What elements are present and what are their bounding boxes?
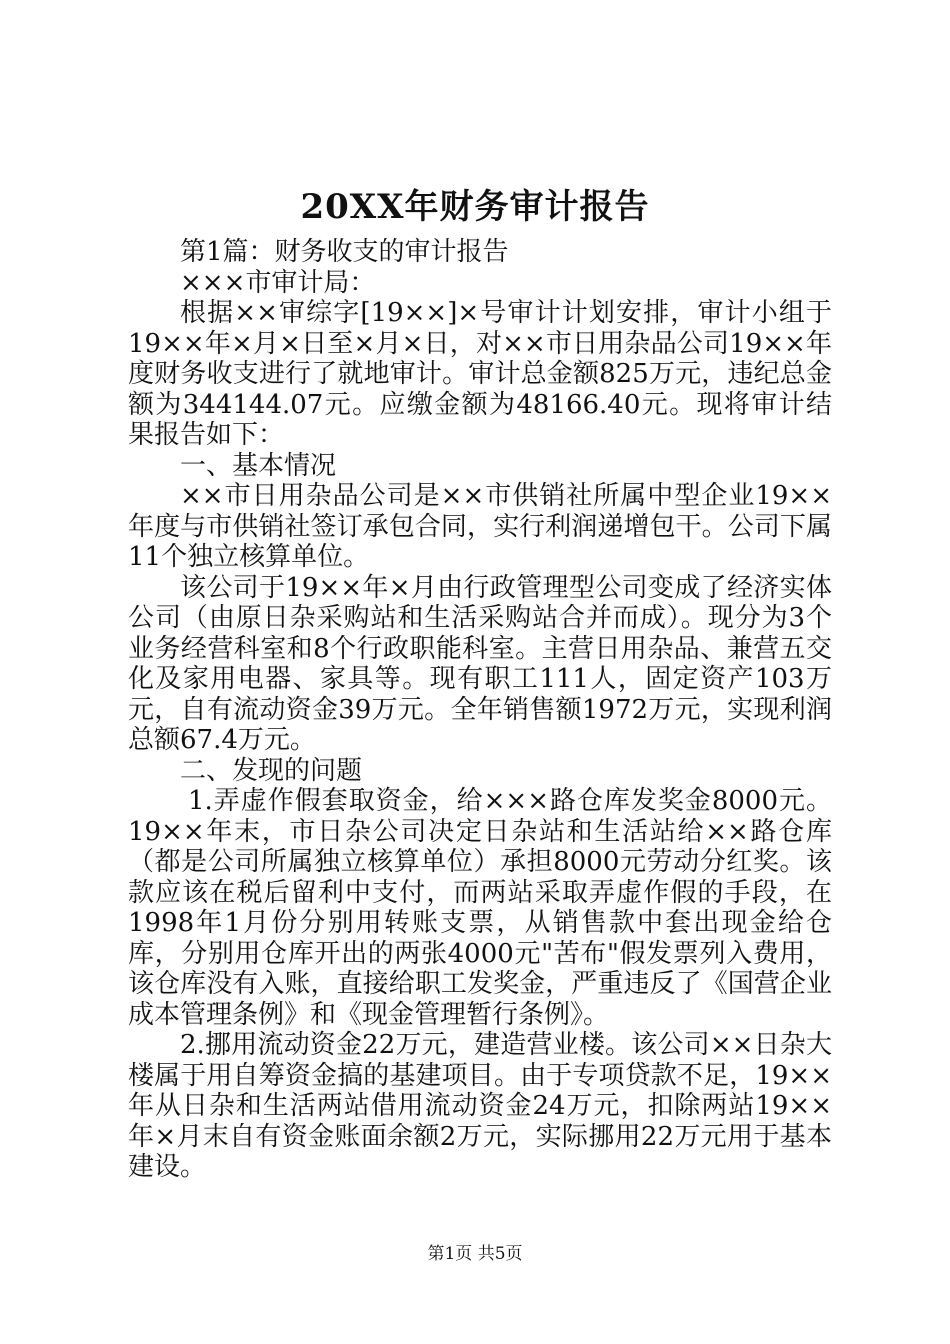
paragraph-intro: 根据××审综字[19××]×号审计计划安排，审计小组于19××年×月×日至×月×日，对××市日用杂品公司19××年度财务收支进行了就地审计。审计总金额825万元，违纪总金额为344144.07元。应缴金额为48166.40元。现将审计结果报告如下： xyxy=(128,298,832,450)
paragraph-problem-1: 1.弄虚作假套取资金，给×××路仓库发奖金8000元。19××年末，市日杂公司决定日杂站和生活站给××路仓库（都是公司所属独立核算单位）承担8000元劳动分红奖。该款应该在税后留利中支付，而两站采取弄虚作假的手段，在1998年1月份分别用转账支票，从销售款中套出现金给仓库，分别用仓库开出的两张4000元"苦布"假发票列入费用，该仓库没有入账，直接给职工发奖金，严重违反了《国营企业成本管理条例》和《现金管理暂行条例》。 xyxy=(128,786,832,1030)
recipient-line: ×××市审计局： xyxy=(180,267,376,298)
section-heading-problems: 二、发现的问题 xyxy=(180,755,363,786)
section-heading-part1: 第1篇：财务收支的审计报告 xyxy=(180,237,509,267)
page-number-footer: 第1页 共5页 xyxy=(427,1244,523,1264)
paragraph-company-details: 该公司于19××年×月由行政管理型公司变成了经济实体公司（由原日杂采购站和生活采购站合并而成）。现分为3个业务经营科室和8个行政职能科室。主营日用杂品、兼营五交化及家用电器、家具等。现有职工111人，固定资产103万元，自有流动资金39万元。全年销售额1972万元，实现利润总额67.4万元。 xyxy=(128,572,832,755)
paragraph-problem-2: 2.挪用流动资金22万元，建造营业楼。该公司××日杂大楼属于用自筹资金搞的基建项目。由于专项贷款不足，19××年从日杂和生活两站借用流动资金24万元，扣除两站19××年×月末自有资金账面余额2万元，实际挪用22万元用于基本建设。 xyxy=(128,1030,832,1182)
document-body xyxy=(128,237,832,1183)
paragraph-company-overview: ××市日用杂品公司是××市供销社所属中型企业19××年度与市供销社签订承包合同，实行利润递增包干。公司下属11个独立核算单位。 xyxy=(128,481,832,572)
document-title: 20XX年财务审计报告 xyxy=(300,187,650,227)
section-heading-basic-info: 一、基本情况 xyxy=(180,450,337,481)
